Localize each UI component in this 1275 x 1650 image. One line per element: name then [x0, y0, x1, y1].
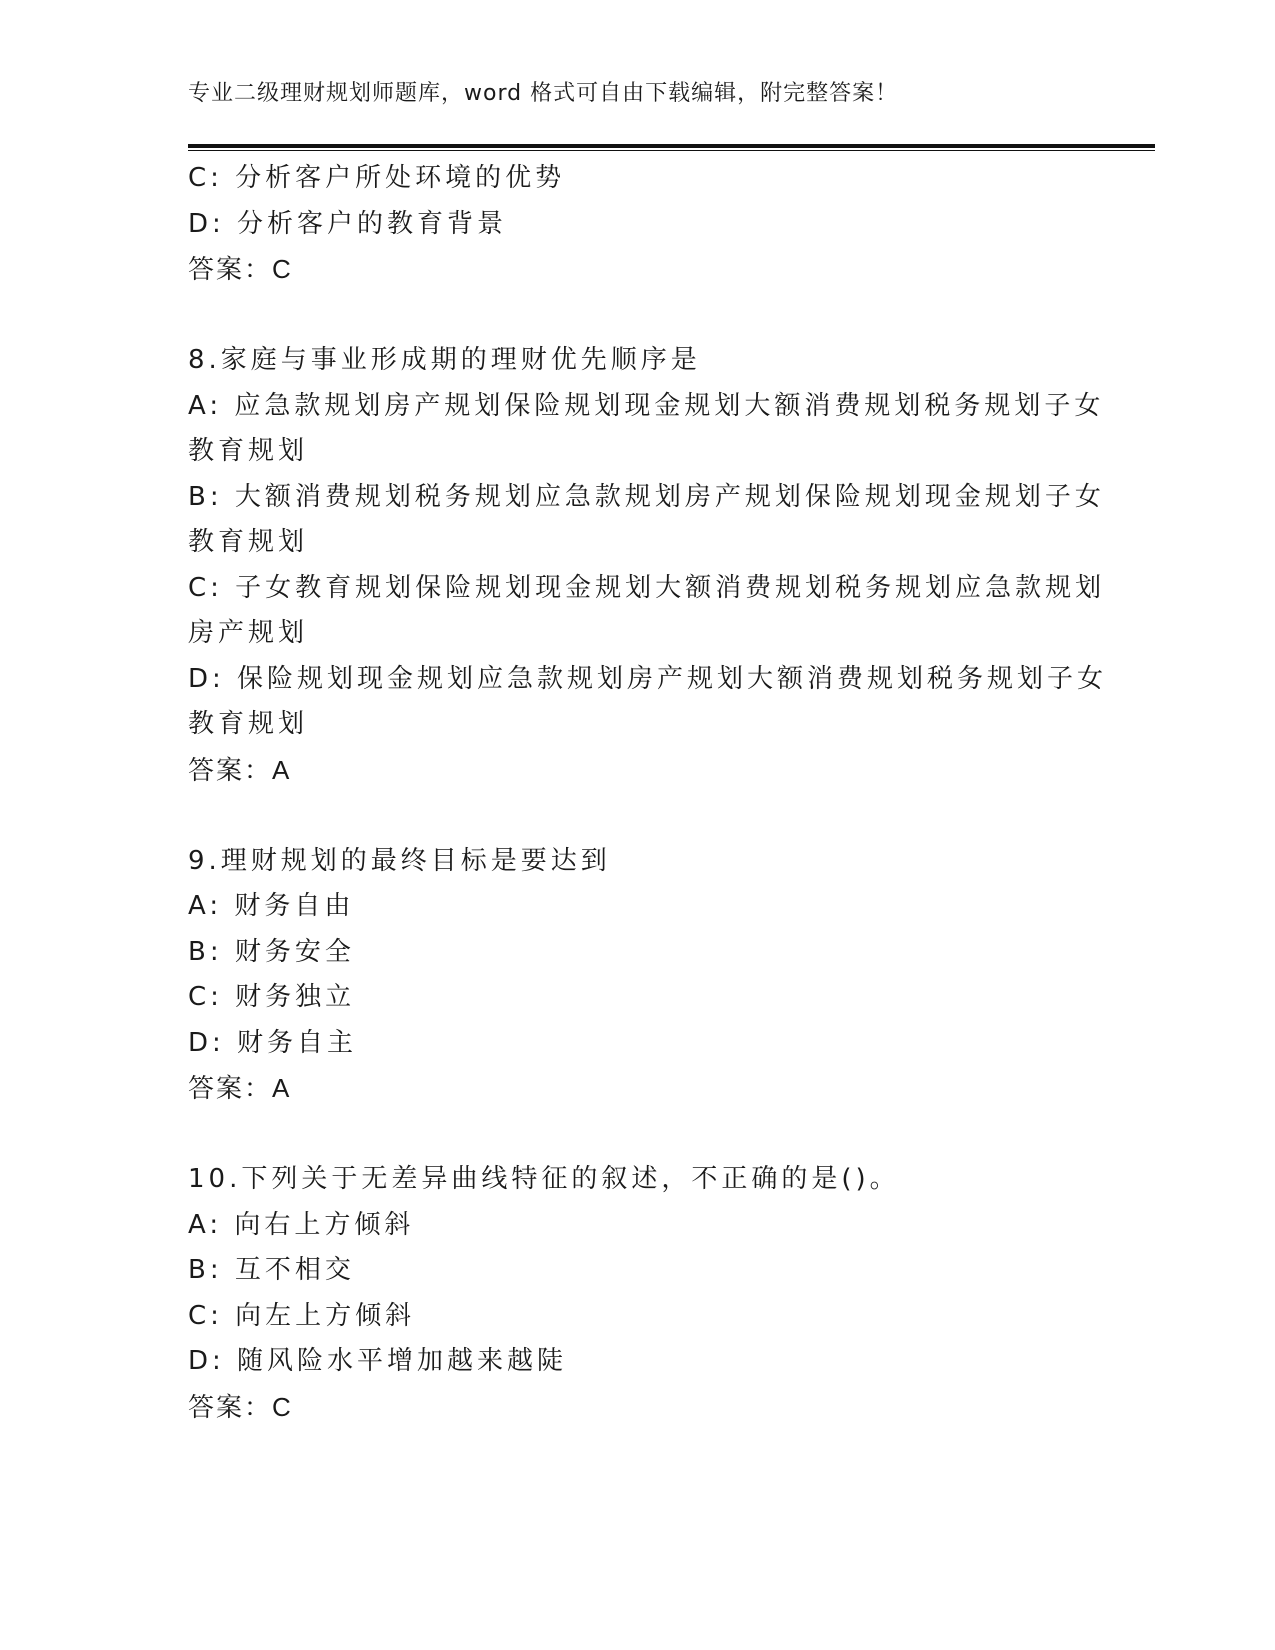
spacer [188, 293, 1088, 339]
question-9 [188, 839, 1088, 1112]
q10-option-d: D: 随风险水平增加越来越陡 [188, 1346, 568, 1376]
q9-option-a: A: 财务自由 [188, 891, 355, 921]
q9-option-b: B: 财务安全 [188, 936, 355, 967]
q10-option-c: C: 向左上方倾斜 [188, 1300, 416, 1331]
q7-answer: 答案：C [188, 254, 293, 284]
q10-option-a: A: 向右上方倾斜 [188, 1209, 415, 1240]
q10-question: 10.下列关于无差异曲线特征的叙述，不正确的是()。 [188, 1164, 900, 1194]
spacer [188, 793, 1088, 839]
q7-option-d: D: 分析客户的教育背景 [188, 208, 508, 239]
q10-option-b: B: 互不相交 [188, 1255, 355, 1285]
q8-option-d-line2: 教育规划 [188, 709, 309, 739]
q8-question: 8.家庭与事业形成期的理财优先顺序是 [188, 345, 701, 375]
q8-option-d-line1: D: 保险规划现金规划应急款规划房产规划大额消费规划税务规划子女 [188, 663, 1108, 694]
header-rule-thick [188, 144, 1155, 148]
q8-option-a-line2: 教育规划 [188, 436, 309, 466]
spacer [188, 1112, 1088, 1158]
q7-option-c: C: 分析客户所处环境的优势 [188, 163, 566, 193]
q9-option-c: C: 财务独立 [188, 982, 356, 1012]
question-8 [188, 338, 1108, 793]
q9-option-d: D: 财务自主 [188, 1027, 358, 1058]
q8-option-b-line1: B: 大额消费规划税务规划应急款规划房产规划保险规划现金规划子女 [188, 481, 1105, 512]
q10-answer: 答案：C [188, 1391, 293, 1422]
question-10 [188, 1157, 1088, 1430]
q9-question: 9.理财规划的最终目标是要达到 [188, 845, 611, 876]
q8-answer: 答案：A [188, 754, 292, 785]
q9-answer: 答案：A [188, 1073, 292, 1103]
q8-option-c-line2: 房产规划 [188, 618, 309, 648]
document-body [188, 156, 1108, 1430]
q8-option-c-line1: C: 子女教育规划保险规划现金规划大额消费规划税务规划应急款规划 [188, 572, 1106, 603]
header-rule-thin [188, 150, 1155, 151]
q8-option-a-line1: A: 应急款规划房产规划保险规划现金规划大额消费规划税务规划子女 [188, 390, 1105, 421]
q8-option-b-line2: 教育规划 [188, 527, 309, 557]
question-7-tail [188, 156, 1088, 293]
page-header: 专业二级理财规划师题库，word 格式可自由下载编辑，附完整答案！ [188, 81, 899, 106]
